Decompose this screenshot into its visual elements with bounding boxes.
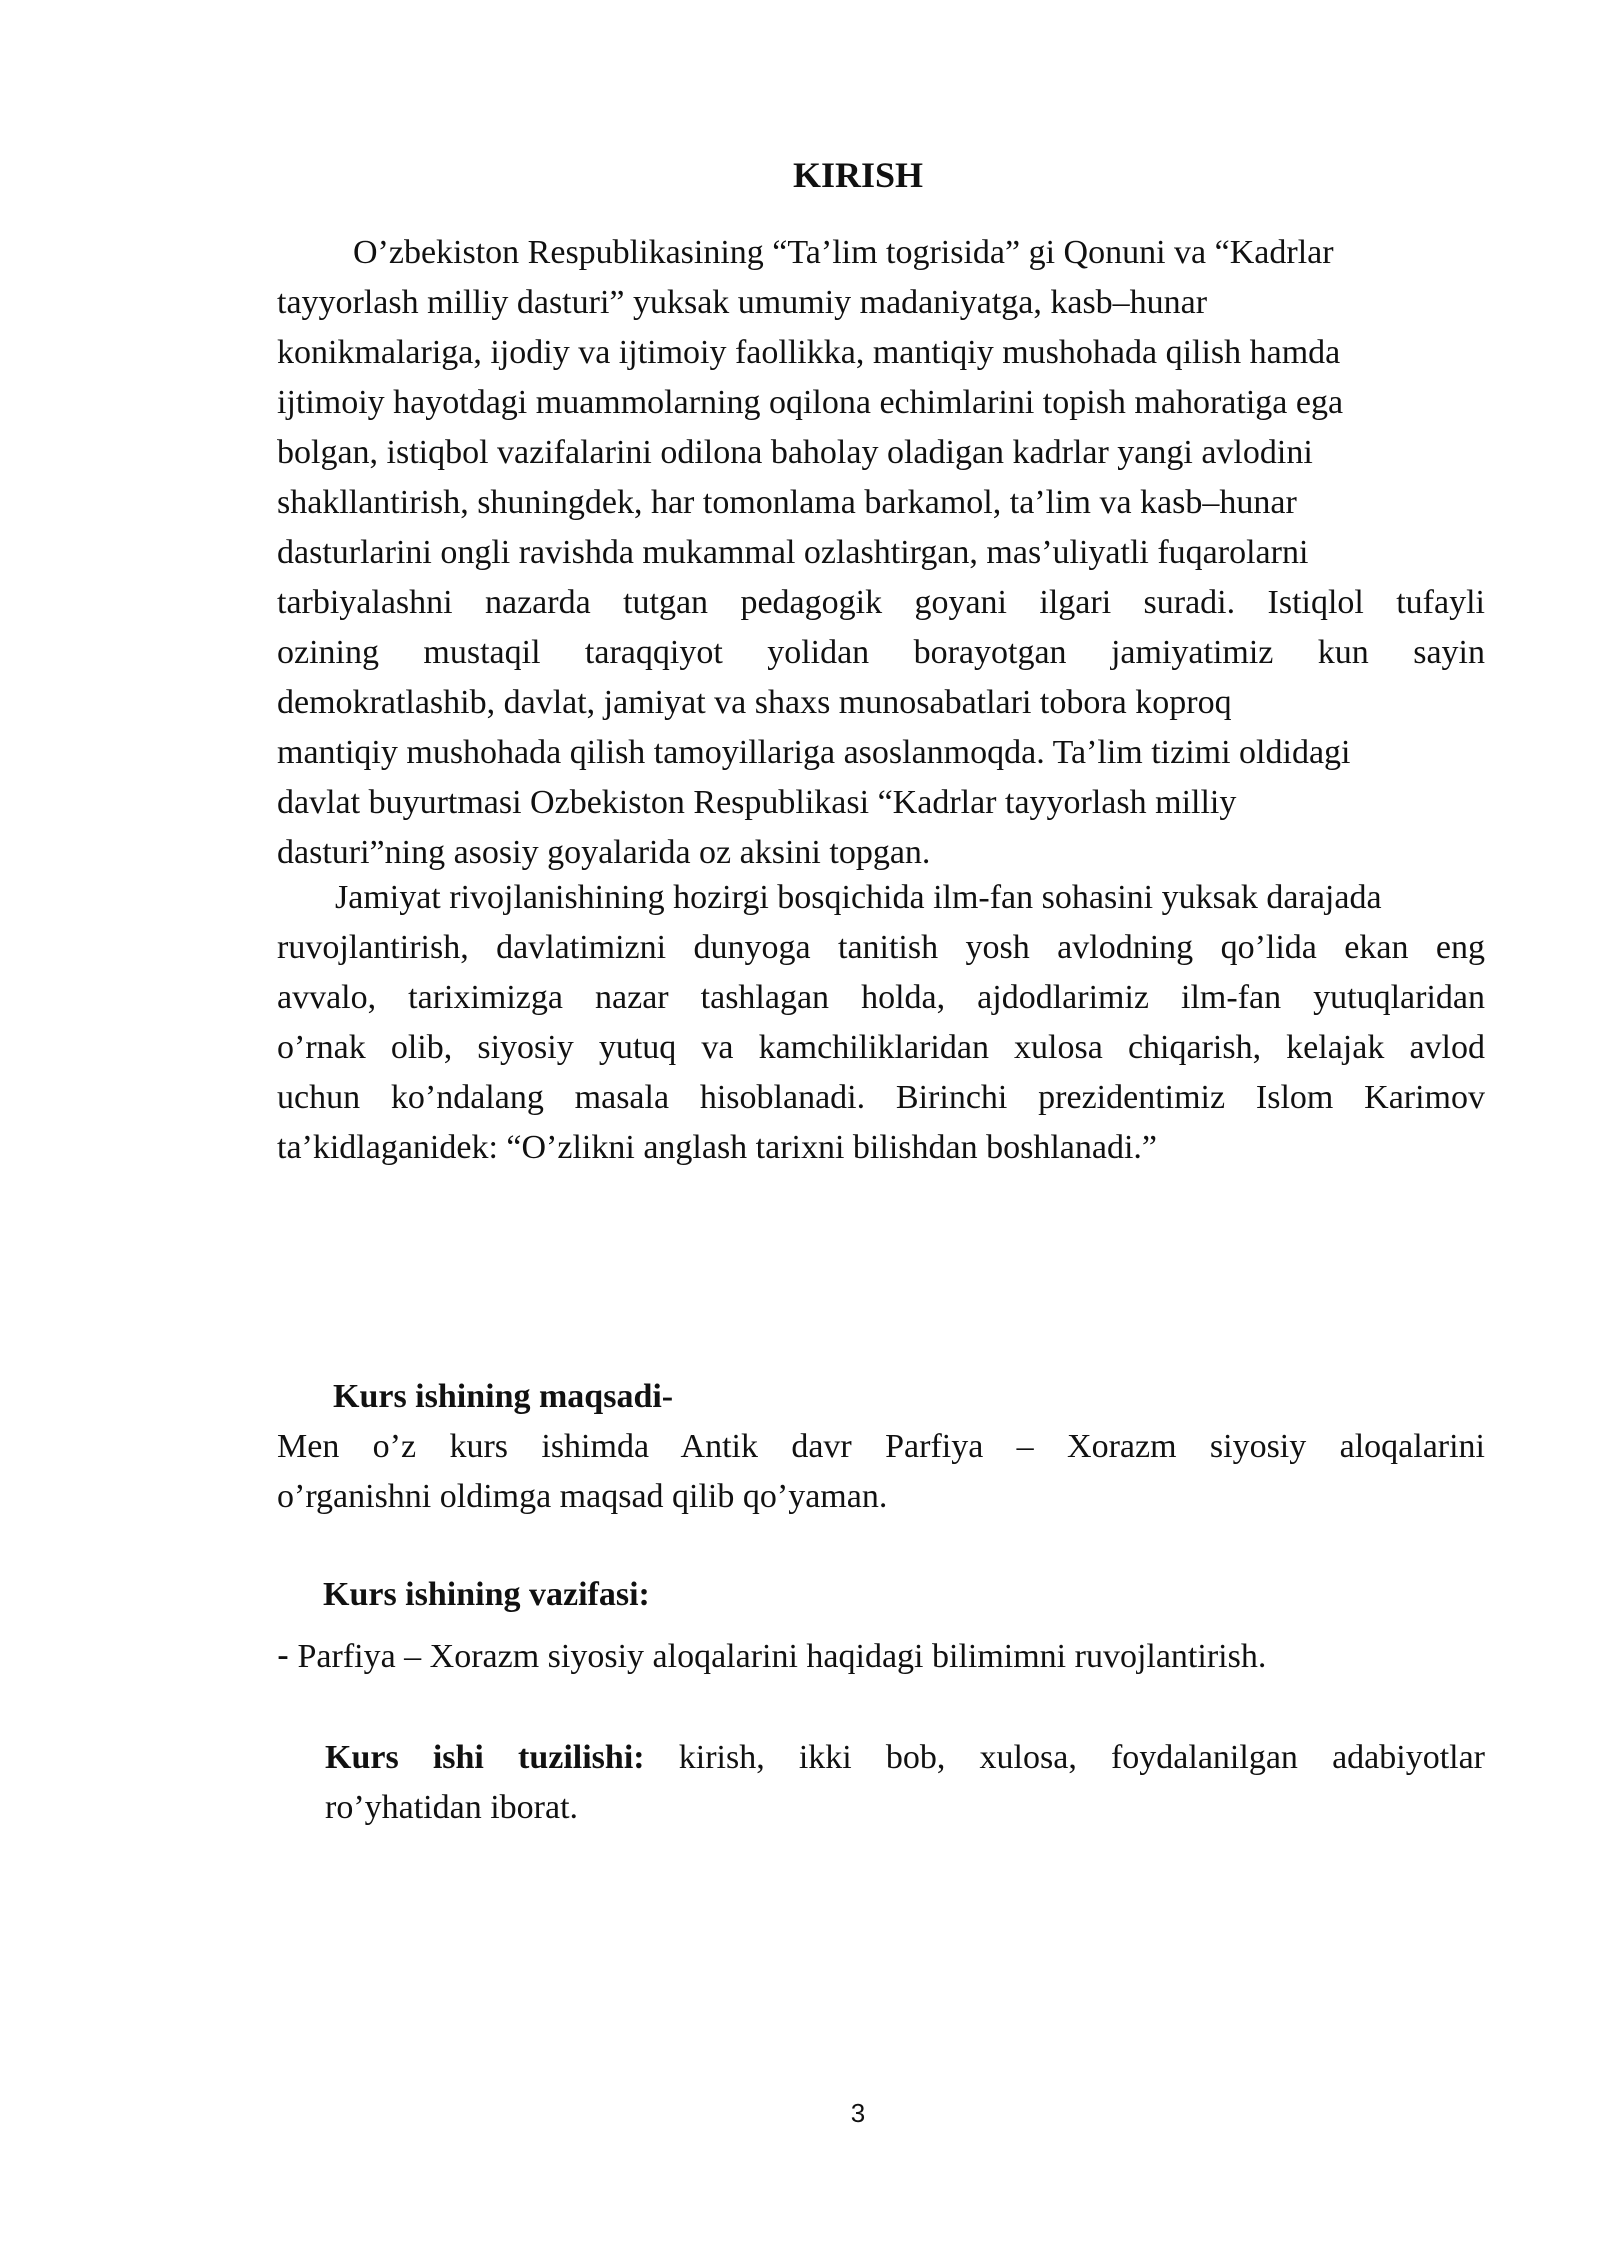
structure-paragraph xyxy=(325,1733,1485,1833)
task-text: Parfiya – Xorazm siyosiy aloqalarini haqidagi bilimimni ruvojlantirish. xyxy=(297,1638,1267,1675)
text-line: uchun ko’ndalang masala hisoblanadi. Birinchi prezidentimiz Islom Karimov xyxy=(277,1079,1485,1116)
text-line: mantiqiy mushohada qilish tamoyillariga asoslanmoqda. Ta’lim tizimi oldidagi xyxy=(277,734,1351,771)
structure-line-1 xyxy=(325,1733,1485,1783)
text-line: avvalo, tariximizga nazar tashlagan holda, ajdodlarimiz ilm-fan yutuqlaridan xyxy=(277,979,1485,1016)
text-line: ro’yhatidan iborat. xyxy=(325,1789,579,1826)
text-line: dasturlarini ongli ravishda mukammal ozlashtirgan, mas’uliyatli fuqarolarni xyxy=(277,534,1309,571)
text-line: o’rnak olib, siyosiy yutuq va kamchiliklaridan xulosa chiqarish, kelajak avlod xyxy=(277,1029,1485,1066)
page-number: 3 xyxy=(850,2098,866,2128)
text-line: davlat buyurtmasi Ozbekiston Respublikasi “Kadrlar tayyorlash milliy xyxy=(277,784,1237,821)
text-line: ozining mustaqil taraqqiyot yolidan borayotgan jamiyatimiz kun sayin xyxy=(277,634,1485,671)
structure-text: kirish, ikki bob, xulosa, foydalanilgan adabiyotlar xyxy=(678,1739,1485,1776)
text-line: tarbiyalashni nazarda tutgan pedagogik goyani ilgari suradi. Istiqlol tufayli xyxy=(277,584,1485,621)
text-line: Men o’z kurs ishimda Antik davr Parfiya – Xorazm siyosiy aloqalarini xyxy=(277,1428,1485,1465)
intro-paragraph-1 xyxy=(277,228,1485,878)
task-item xyxy=(277,1630,1485,1682)
goal-text xyxy=(277,1422,1485,1522)
structure-label: Kurs ishi tuzilishi: xyxy=(325,1739,645,1776)
text-line: demokratlashib, davlat, jamiyat va shaxs munosabatlari tobora koproq xyxy=(277,684,1232,721)
page-title: KIRISH xyxy=(792,155,924,195)
text-line: ta’kidlaganidek: “O’zlikni anglash tarixni bilishdan boshlanadi.” xyxy=(277,1129,1157,1166)
goal-heading: Kurs ishining maqsadi- xyxy=(333,1378,674,1415)
text-line: konikmalariga, ijodiy va ijtimoiy faollikka, mantiqiy mushohada qilish hamda xyxy=(277,334,1341,371)
text-line: ruvojlantirish, davlatimizni dunyoga tanitish yosh avlodning qo’lida ekan eng xyxy=(277,929,1485,966)
text-line: bolgan, istiqbol vazifalarini odilona baholay oladigan kadrlar yangi avlodini xyxy=(277,434,1313,471)
text-line: dasturi”ning asosiy goyalarida oz aksini topgan. xyxy=(277,834,931,871)
text-line: tayyorlash milliy dasturi” yuksak umumiy madaniyatga, kasb–hunar xyxy=(277,284,1208,321)
text-line: ijtimoiy hayotdagi muammolarning oqilona echimlarini topish mahoratiga ega xyxy=(277,384,1344,421)
dash-bullet: - xyxy=(277,1634,289,1675)
text-line: shakllantirish, shuningdek, har tomonlama barkamol, ta’lim va kasb–hunar xyxy=(277,484,1297,521)
text-line: O’zbekiston Respublikasining “Ta’lim togrisida” gi Qonuni va “Kadrlar xyxy=(353,234,1334,271)
text-line: Jamiyat rivojlanishining hozirgi bosqichida ilm-fan sohasini yuksak darajada xyxy=(335,879,1382,916)
task-heading: Kurs ishining vazifasi: xyxy=(323,1576,650,1613)
text-line: o’rganishni oldimga maqsad qilib qo’yaman. xyxy=(277,1478,888,1515)
intro-paragraph-2 xyxy=(277,873,1485,1173)
